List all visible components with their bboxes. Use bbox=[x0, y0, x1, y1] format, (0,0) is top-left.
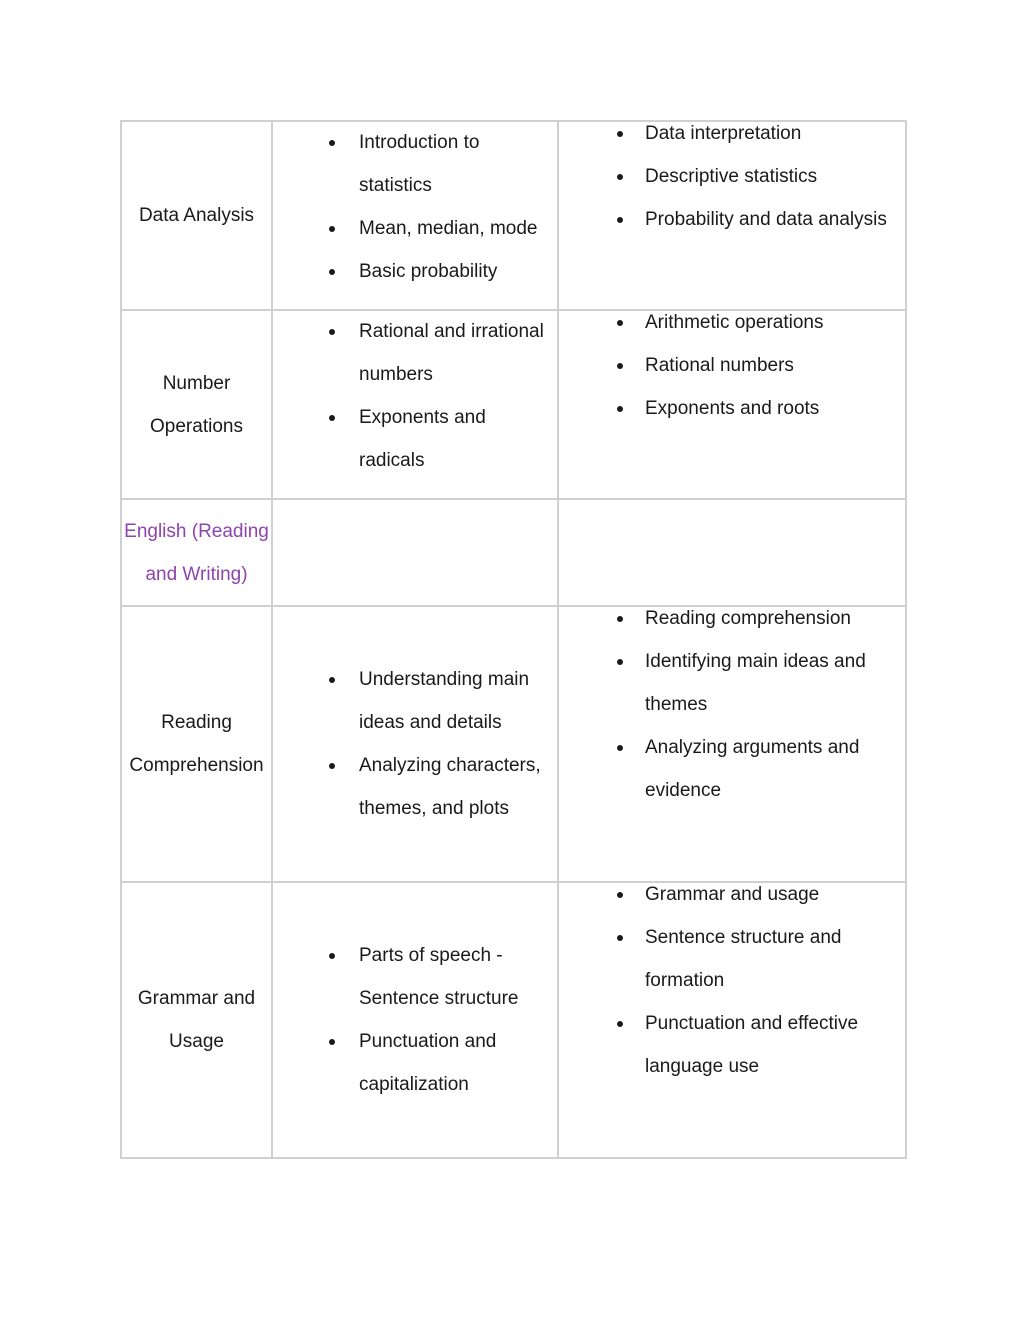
row-label: Number Operations bbox=[121, 310, 272, 499]
list-item: Exponents and radicals bbox=[273, 396, 557, 482]
topics-list bbox=[273, 310, 557, 482]
table-row bbox=[121, 499, 906, 606]
skills-cell bbox=[558, 121, 906, 310]
list-item: Rational and irrational numbers bbox=[273, 310, 557, 396]
row-label: Reading Comprehension bbox=[121, 606, 272, 882]
list-item: Analyzing characters, themes, and plots bbox=[273, 744, 557, 830]
table-row bbox=[121, 606, 906, 882]
list-item: Arithmetic operations bbox=[559, 301, 905, 344]
table-row bbox=[121, 310, 906, 499]
list-item: Reading comprehension bbox=[559, 597, 905, 640]
row-label: Grammar and Usage bbox=[121, 882, 272, 1158]
skills-list bbox=[559, 873, 905, 1088]
list-item: Parts of speech - Sentence structure bbox=[273, 934, 557, 1020]
skills-list bbox=[559, 597, 905, 812]
section-heading: English (Reading and Writing) bbox=[121, 499, 272, 606]
list-item: Mean, median, mode bbox=[273, 207, 557, 250]
skills-list bbox=[559, 301, 905, 430]
list-item: Data interpretation bbox=[559, 112, 905, 155]
list-item: Rational numbers bbox=[559, 344, 905, 387]
list-item: Analyzing arguments and evidence bbox=[559, 726, 905, 812]
skills-cell bbox=[558, 499, 906, 606]
list-item: Identifying main ideas and themes bbox=[559, 640, 905, 726]
list-item: Basic probability bbox=[273, 250, 557, 293]
topics-list bbox=[273, 934, 557, 1106]
list-item: Punctuation and effective language use bbox=[559, 1002, 905, 1088]
list-item: Grammar and usage bbox=[559, 873, 905, 916]
topics-cell bbox=[272, 310, 558, 499]
list-item: Sentence structure and formation bbox=[559, 916, 905, 1002]
table-row bbox=[121, 882, 906, 1158]
table-row bbox=[121, 121, 906, 310]
skills-cell bbox=[558, 882, 906, 1158]
curriculum-table bbox=[120, 120, 907, 1159]
topics-cell bbox=[272, 121, 558, 310]
list-item: Understanding main ideas and details bbox=[273, 658, 557, 744]
list-item: Exponents and roots bbox=[559, 387, 905, 430]
row-label: Data Analysis bbox=[121, 121, 272, 310]
skills-cell bbox=[558, 310, 906, 499]
skills-cell bbox=[558, 606, 906, 882]
topics-cell bbox=[272, 499, 558, 606]
list-item: Descriptive statistics bbox=[559, 155, 905, 198]
skills-list bbox=[559, 112, 905, 241]
topics-cell bbox=[272, 606, 558, 882]
list-item: Introduction to statistics bbox=[273, 121, 557, 207]
list-item: Probability and data analysis bbox=[559, 198, 905, 241]
topics-list bbox=[273, 658, 557, 830]
topics-cell bbox=[272, 882, 558, 1158]
list-item: Punctuation and capitalization bbox=[273, 1020, 557, 1106]
topics-list bbox=[273, 121, 557, 293]
